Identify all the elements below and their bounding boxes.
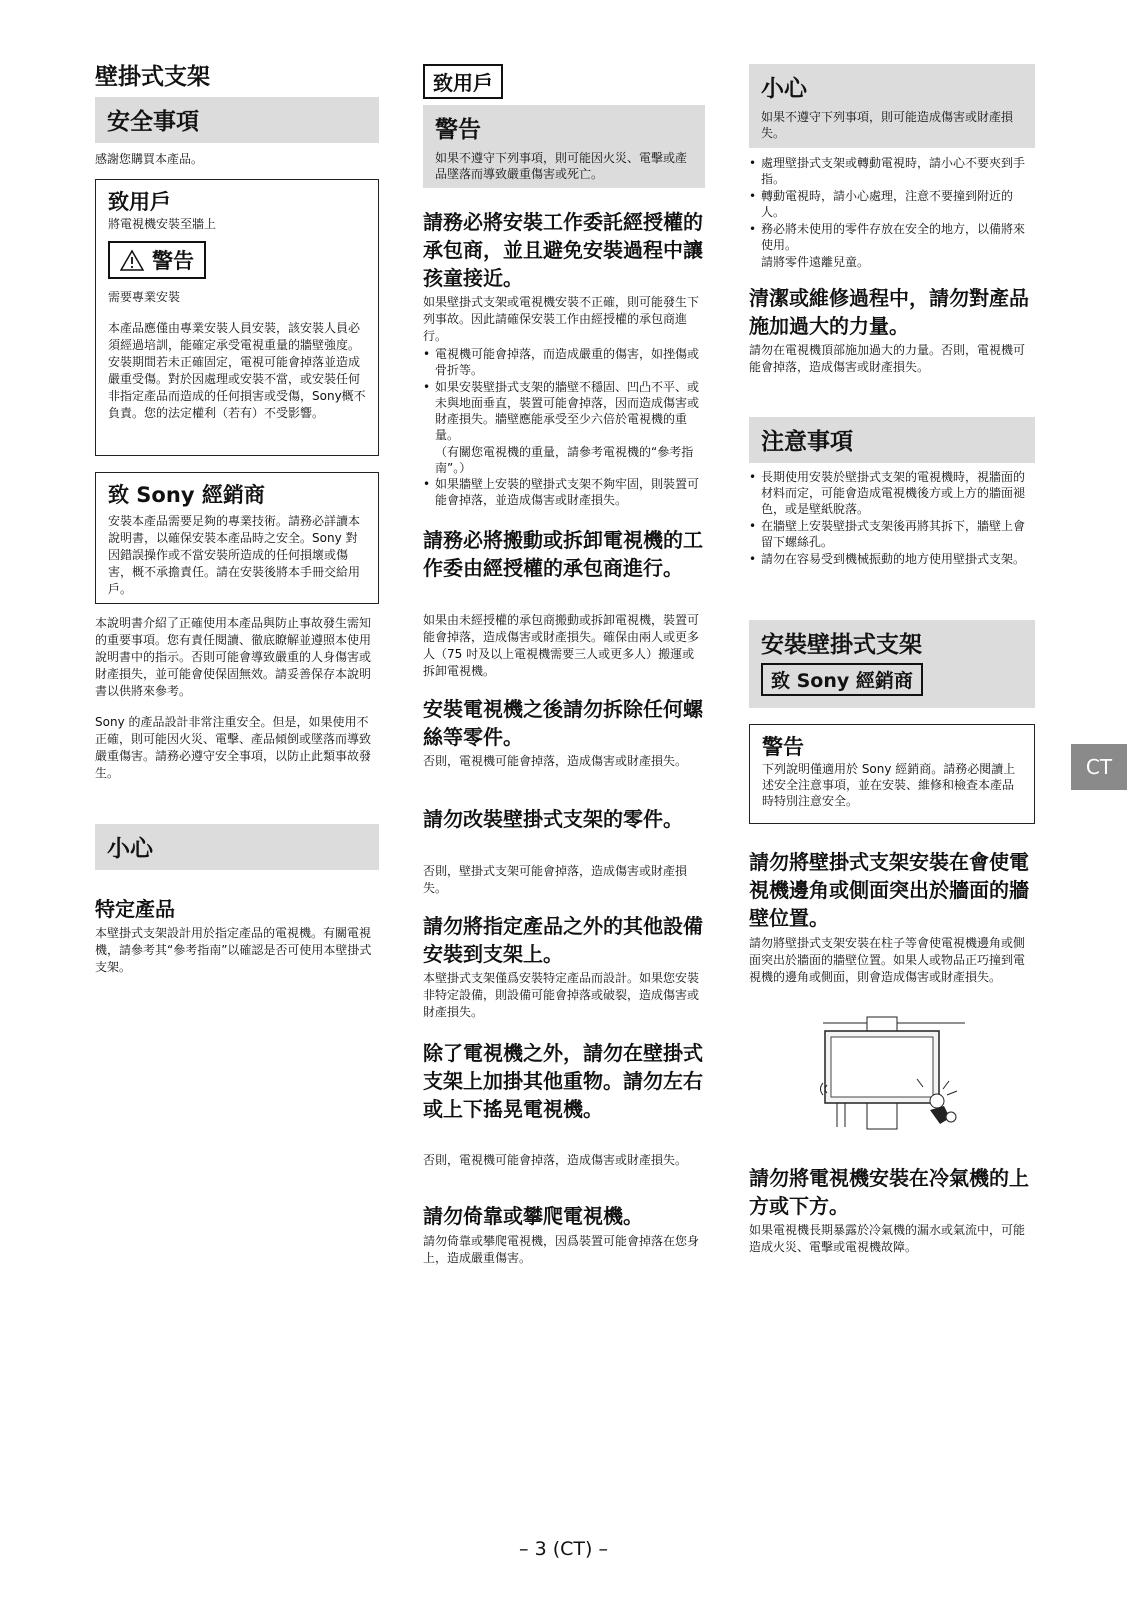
weight-note: （有關您電視機的重量，請參考電視機的“參考指南”。） <box>435 445 694 475</box>
list-item: • 如果安裝壁掛式支架的牆壁不穩固、凹凸不平、或未與地面垂直，裝置可能會掉落，因而造成傷害或財產損失。牆壁應能承受至少六倍於電視機的重量。 <box>423 379 705 443</box>
list-install-risks <box>423 346 705 509</box>
specific-product-heading: 特定產品 <box>95 897 175 921</box>
caution-band <box>95 824 379 870</box>
heading-other-devices: 請勿將指定產品之外的其他設備安裝到支架上。 <box>423 914 703 966</box>
warning-title: 警告 <box>435 117 481 143</box>
caution-body-right: 如果不遵守下列事項，則可能造成傷害或財產損失。 <box>761 110 1014 140</box>
user-box-subtitle: 將電視機安裝至牆上 <box>108 217 217 231</box>
language-tab-ct: CT <box>1071 744 1127 790</box>
page-number: – 3 (CT) – <box>519 1538 608 1560</box>
dealer-warning-title: 警告 <box>762 735 804 759</box>
heading-air-conditioner: 請勿將電視機安裝在冷氣機的上方或下方。 <box>749 1166 1029 1218</box>
caution-title-right: 小心 <box>761 76 807 102</box>
list-notes <box>749 469 1035 568</box>
dealer-warning-box <box>749 724 1035 824</box>
notes-band <box>749 417 1035 463</box>
user-box-body: 本產品應僅由專業安裝人員安裝，該安裝人員必須經過培訓，能確定承受電視重量的牆壁強度。安裝期間若未正確固定，電視可能會掉落並造成嚴重受傷。對於因處理或安裝不當，或安裝任何非指定產品而造成的任何損害或受傷，Sony概不負責。您的法定權利（若有）不受影響。 <box>108 321 366 420</box>
para-authorized-install: 如果壁掛式支架或電視機安裝不正確，則可能發生下列事故。因此請確保安裝工作由經授權的承包商進行。 <box>423 295 700 343</box>
caution-title: 小心 <box>107 836 153 862</box>
list-item: • 電視機可能會掉落，而造成嚴重的傷害，如挫傷或骨折等。 <box>423 346 705 378</box>
dealer-tag: 致 Sony 經銷商 <box>761 663 923 696</box>
para-corner-protrude: 請勿將壁掛式支架安裝在柱子等會使電視機邊角或側面突出於牆面的牆壁位置。如果人或物品正巧撞到電視機的邊角或側面，則會造成傷害或財產損失。 <box>749 936 1026 984</box>
safety-band <box>95 97 379 143</box>
para-move-remove: 如果由未經授權的承包商搬動或拆卸電視機，裝置可能會掉落，造成傷害或財產損失。確保由兩人或更多人（75 吋及以上電視機需要三人或更多人）搬運或拆卸電視機。 <box>423 613 700 678</box>
para-clean-force: 請勿在電視機頂部施加過大的力量。否則，電視機可能會掉落，造成傷害或財產損失。 <box>749 343 1026 374</box>
list-item: • 務必將未使用的零件存放在安全的地方，以備將來使用。 <box>749 221 1035 253</box>
para-other-devices: 本壁掛式支架僅爲安裝特定產品而設計。如果您安裝非特定設備，則設備可能會掉落或破裂，造成傷害或財產損失。 <box>423 971 700 1019</box>
list-item: • 如果牆壁上安裝的壁掛式支架不夠牢固，則裝置可能會掉落，並造成傷害或財產損失。 <box>423 476 705 508</box>
heading-screws: 安裝電視機之後請勿拆除任何螺絲等零件。 <box>423 697 703 749</box>
intro-paragraph: 本說明書介紹了正確使用本產品與防止事故發生需知的重要事項。您有責任閱讀、徹底瞭解並遵照本使用說明書中的指示。否則可能會導致嚴重的人身傷害或財產損失，並可能會使保固無效。請妥善保存本說明書以供將來參考。 <box>95 616 372 698</box>
list-item: • 處理壁掛式支架或轉動電視時，請小心不要夾到手指。 <box>749 155 1035 187</box>
dealer-box-title: 致 Sony 經銷商 <box>108 483 265 507</box>
caution-band-right <box>749 64 1035 148</box>
list-item: • 在牆壁上安裝壁掛式支架後再將其拆下，牆壁上會留下螺絲孔。 <box>749 518 1035 550</box>
notes-title: 注意事項 <box>761 429 853 455</box>
thanks-text: 感謝您購買本產品。 <box>95 152 204 166</box>
parts-note: 請將零件遠離兒童。 <box>761 255 870 269</box>
heading-authorized-install: 請務必將安裝工作委託經授權的承包商，並且避免安裝過程中讓孩童接近。 <box>423 210 703 290</box>
heading-heavy-objects: 除了電視機之外，請勿在壁掛式支架上加掛其他重物。請勿左右或上下搖晃電視機。 <box>423 1041 703 1121</box>
specific-product-body: 本壁掛式支架設計用於指定產品的電視機。有關電視機，請參考其“參考指南”以確認是否可使用本壁掛式支架。 <box>95 926 372 974</box>
pro-install-text: 需要專業安裝 <box>108 290 181 304</box>
sony-safety-paragraph: Sony 的產品設計非常注重安全。但是，如果使用不正確，則可能因火災、電擊、產品傾倒或墜落而導致嚴重傷害。請務必遵守安全事項，以防止此類事故發生。 <box>95 715 372 780</box>
para-lean-climb: 請勿倚靠或攀爬電視機，因爲裝置可能會掉落在您身上，造成嚴重傷害。 <box>423 1234 700 1265</box>
list-item: • 轉動電視時，請小心處理，注意不要撞到附近的人。 <box>749 188 1035 220</box>
para-air-conditioner: 如果電視機長期暴露於冷氣機的漏水或氣流中，可能造成火災、電擊或電視機故障。 <box>749 1223 1026 1254</box>
list-item: • 長期使用安裝於壁掛式支架的電視機時，視牆面的材料而定，可能會造成電視機後方或上方的牆面褪色，或是壁紙脫落。 <box>749 469 1035 517</box>
user-box-title: 致用戶 <box>108 190 171 214</box>
page-title: 壁掛式支架 <box>95 64 210 90</box>
warning-triangle-icon <box>120 249 144 271</box>
warning-body: 如果不遵守下列事項，則可能因火災、電擊或產品墜落而導致嚴重傷害或死亡。 <box>435 151 688 181</box>
list-caution-items <box>749 155 1035 270</box>
safety-title: 安全事項 <box>107 109 199 135</box>
tv-corner-illustration <box>819 1015 969 1135</box>
para-modify: 否則，壁掛式支架可能會掉落，造成傷害或財產損失。 <box>423 864 688 895</box>
list-item: • 請勿在容易受到機械振動的地方使用壁掛式支架。 <box>749 551 1035 567</box>
warning-band <box>423 105 705 188</box>
warning-label <box>108 241 206 279</box>
dealer-box-body: 安裝本產品需要足夠的專業技術。請務必詳讀本說明書，以確保安裝本產品時之安全。Sony 對因錯誤操作或不當安裝所造成的任何損壞或傷害，概不承擔責任。請在安裝後將本手冊交給用戶。 <box>108 514 361 596</box>
install-band <box>749 620 1035 708</box>
user-tag-wrap <box>423 64 705 99</box>
para-heavy-objects: 否則，電視機可能會掉落，造成傷害或財產損失。 <box>423 1153 688 1167</box>
para-screws: 否則，電視機可能會掉落，造成傷害或財產損失。 <box>423 754 688 768</box>
dealer-box <box>95 472 379 604</box>
user-tag: 致用戶 <box>423 64 503 99</box>
heading-lean-climb: 請勿倚靠或攀爬電視機。 <box>423 1204 643 1228</box>
warning-label-text: 警告 <box>152 249 194 273</box>
dealer-warning-body: 下列說明僅適用於 Sony 經銷商。請務必閱讀上述安全注意事項，並在安裝、維修和檢查本產品時特別注意安全。 <box>762 762 1016 808</box>
heading-corner-protrude: 請勿將壁掛式支架安裝在會使電視機邊角或側面突出於牆面的牆壁位置。 <box>749 850 1029 930</box>
heading-move-remove: 請務必將搬動或拆卸電視機的工作委由經授權的承包商進行。 <box>423 528 703 580</box>
tv-collision-illustration <box>819 1015 969 1135</box>
heading-modify: 請勿改裝壁掛式支架的零件。 <box>423 807 683 831</box>
user-box <box>95 179 379 456</box>
heading-clean-force: 清潔或維修過程中，請勿對產品施加過大的力量。 <box>749 286 1029 338</box>
install-title: 安裝壁掛式支架 <box>761 632 922 658</box>
